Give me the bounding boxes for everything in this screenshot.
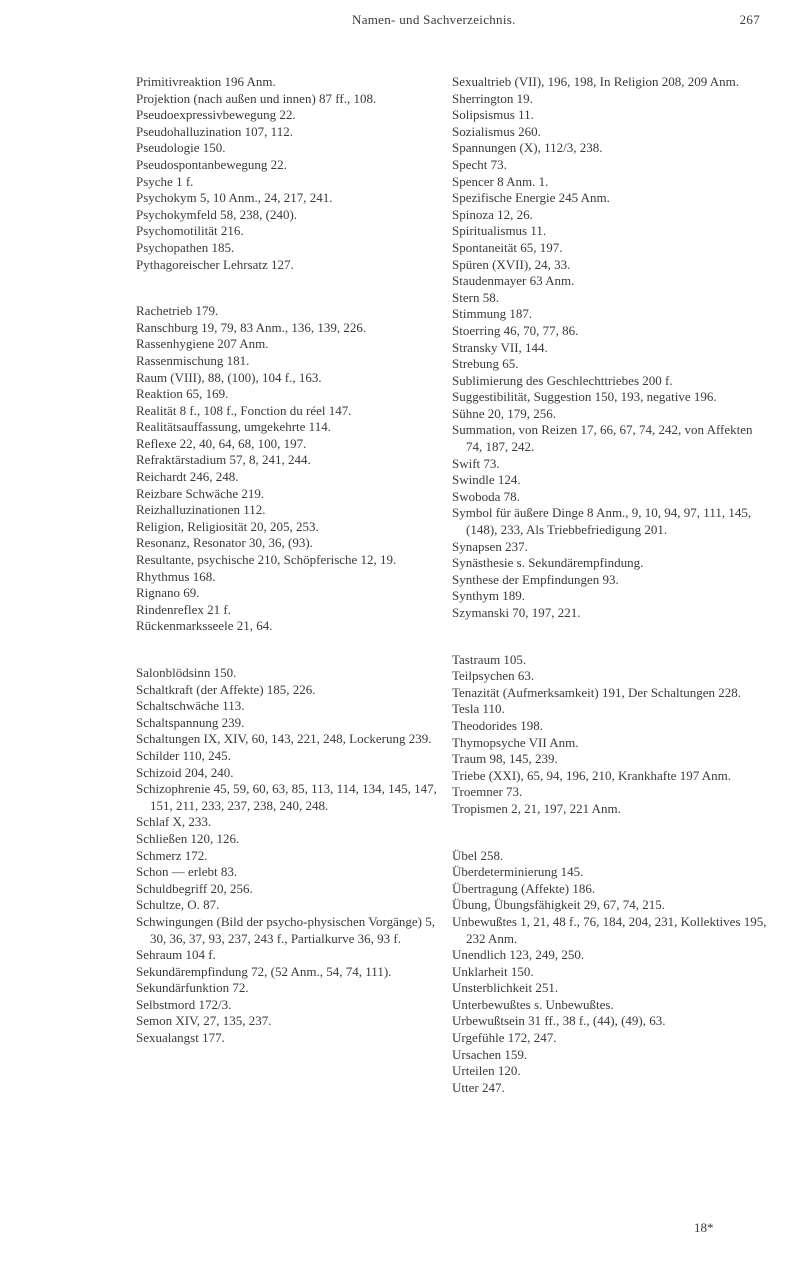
- index-entry: Schon — erlebt 83.: [136, 864, 238, 880]
- index-entry: Sherrington 19.: [452, 90, 533, 106]
- index-entry: Stimmung 187.: [452, 306, 533, 322]
- index-letter-section: [136, 665, 441, 1047]
- index-entry: Übung, Übungsfähigkeit 29, 67, 74, 215.: [452, 897, 666, 913]
- index-entry: Sekundärfunktion 72.: [136, 980, 249, 996]
- index-entry: Schizoid 204, 240.: [136, 764, 234, 780]
- index-entry: Rassenhygiene 207 Anm.: [136, 336, 269, 352]
- index-entry: Schuldbegriff 20, 256.: [136, 880, 253, 896]
- index-entry: Stoerring 46, 70, 77, 86.: [452, 322, 579, 338]
- index-entry: Thymopsyche VII Anm.: [452, 734, 579, 750]
- index-entry: Tenazität (Aufmerksamkeit) 191, Der Schaltungen 228.: [452, 684, 741, 700]
- index-entry: Schaltschwäche 113.: [136, 698, 245, 714]
- index-entry: Resultante, psychische 210, Schöpferische 12, 19.: [136, 552, 397, 568]
- index-entry: Schultze, O. 87.: [136, 897, 220, 913]
- index-entry: Resonanz, Resonator 30, 36, (93).: [136, 535, 313, 551]
- running-head-title: Namen- und Sachverzeichnis.: [352, 12, 516, 27]
- index-entry: Psyche 1 f.: [136, 173, 194, 189]
- index-entry: Schizophrenie 45, 59, 60, 63, 85, 113, 114, 134, 145, 147, 151, 211, 233, 237, 238, 240, 248.: [136, 781, 437, 813]
- index-entry: Unbewußtes 1, 21, 48 f., 76, 184, 204, 231, Kollektives 195, 232 Anm.: [452, 913, 767, 946]
- index-entry: Szymanski 70, 197, 221.: [452, 605, 581, 620]
- index-entry: Psychokymfeld 58, 238, (240).: [136, 206, 298, 222]
- index-entry: Rassenmischung 181.: [136, 352, 250, 368]
- index-entry: Realitätsauffassung, umgekehrte 114.: [136, 419, 331, 435]
- index-entry: Synästhesie s. Sekundärempfindung.: [452, 555, 644, 571]
- index-letter-section: [452, 74, 772, 622]
- index-entry: Sühne 20, 179, 256.: [452, 405, 556, 421]
- index-entry: Tropismen 2, 21, 197, 221 Anm.: [452, 800, 621, 816]
- index-entry: Überdeterminierung 145.: [452, 864, 584, 880]
- index-letter-section: [452, 652, 772, 818]
- index-entry: Urgefühle 172, 247.: [452, 1030, 557, 1046]
- index-entry: Swift 73.: [452, 455, 500, 471]
- index-entry: Rindenreflex 21 f.: [136, 601, 231, 617]
- index-entry: Stransky VII, 144.: [452, 339, 548, 355]
- index-entry: Utter 247.: [452, 1079, 505, 1095]
- index-entry: Übertragung (Affekte) 186.: [452, 880, 596, 896]
- index-entry: Traum 98, 145, 239.: [452, 751, 558, 767]
- index-entry: Sexualangst 177.: [136, 1030, 225, 1046]
- index-entry: Schilder 110, 245.: [136, 747, 231, 763]
- index-entry: Schaltkraft (der Affekte) 185, 226.: [136, 681, 316, 697]
- index-entry: Salonblödsinn 150.: [136, 665, 237, 680]
- index-entry: Tastraum 105.: [452, 651, 527, 667]
- index-entry: Specht 73.: [452, 156, 507, 172]
- index-entry: Unterbewußtes s. Unbewußtes.: [452, 996, 614, 1012]
- index-entry: Rignano 69.: [136, 585, 200, 601]
- index-entry: Spüren (XVII), 24, 33.: [452, 256, 571, 272]
- index-entry: Spinoza 12, 26.: [452, 206, 533, 222]
- index-entry: Raum (VIII), 88, (100), 104 f., 163.: [136, 369, 322, 385]
- index-entry: Primitivreaktion 196 Anm.: [136, 74, 276, 89]
- index-entry: Rückenmarksseele 21, 64.: [136, 618, 273, 634]
- index-entry: Reflexe 22, 40, 64, 68, 100, 197.: [136, 435, 307, 451]
- index-entry: Spannungen (X), 112/3, 238.: [452, 140, 603, 156]
- index-entry: Symbol für äußere Dinge 8 Anm., 9, 10, 94, 97, 111, 145, (148), 233, Als Triebbefriedigung 201.: [452, 505, 752, 538]
- index-entry: Refraktärstadium 57, 8, 241, 244.: [136, 452, 311, 468]
- index-entry: Realität 8 f., 108 f., Fonction du réel 147.: [136, 402, 352, 418]
- index-entry: Reichardt 246, 248.: [136, 469, 239, 485]
- index-entry: Pseudologie 150.: [136, 140, 226, 156]
- index-entry: Schaltungen IX, XIV, 60, 143, 221, 248, Lockerung 239.: [136, 731, 432, 747]
- index-entry: Rhythmus 168.: [136, 568, 216, 584]
- index-entry: Pythagoreischer Lehrsatz 127.: [136, 256, 294, 272]
- index-letter-section: [136, 74, 441, 273]
- index-entry: Reizbare Schwäche 219.: [136, 485, 265, 501]
- index-entry: Triebe (XXI), 65, 94, 196, 210, Krankhafte 197 Anm.: [452, 767, 731, 783]
- index-entry: Schließen 120, 126.: [136, 830, 240, 846]
- index-entry: Sozialismus 260.: [452, 123, 541, 139]
- index-entry: Ursachen 159.: [452, 1046, 528, 1062]
- index-entry: Strebung 65.: [452, 356, 519, 372]
- signature-mark: 18*: [694, 1220, 714, 1235]
- index-entry: Schmerz 172.: [136, 847, 208, 863]
- index-entry: Swindle 124.: [452, 472, 521, 488]
- index-entry: Theodorides 198.: [452, 717, 543, 733]
- index-entry: Sehraum 104 f.: [136, 947, 216, 963]
- index-entry: Sublimierung des Geschlechttriebes 200 f.: [452, 372, 673, 388]
- index-entry: Solipsismus 11.: [452, 107, 534, 123]
- index-entry: Sekundärempfindung 72, (52 Anm., 54, 74, 111).: [136, 963, 392, 979]
- index-entry: Tesla 110.: [452, 701, 505, 717]
- index-entry: Spontaneität 65, 197.: [452, 239, 563, 255]
- index-entry: Suggestibilität, Suggestion 150, 193, negative 196.: [452, 389, 717, 405]
- index-entry: Reizhalluzinationen 112.: [136, 502, 266, 518]
- index-entry: Psychokym 5, 10 Anm., 24, 217, 241.: [136, 190, 333, 206]
- index-entry: Pseudohalluzination 107, 112.: [136, 123, 293, 139]
- index-column-right: [452, 74, 772, 1126]
- index-entry: Schwingungen (Bild der psycho-physischen Vorgänge) 5, 30, 36, 37, 93, 237, 243 f., Partialkurve 36, 93 f.: [136, 913, 435, 946]
- index-entry: Spezifische Energie 245 Anm.: [452, 190, 610, 206]
- index-entry: Ranschburg 19, 79, 83 Anm., 136, 139, 226.: [136, 319, 367, 335]
- index-entry: Unendlich 123, 249, 250.: [452, 947, 585, 963]
- index-column-left: [136, 74, 441, 1077]
- index-entry: Rachetrieb 179.: [136, 303, 219, 319]
- index-entry: Unklarheit 150.: [452, 963, 534, 979]
- index-entry: Psychopathen 185.: [136, 239, 235, 255]
- index-entry: Synapsen 237.: [452, 538, 528, 554]
- index-entry: Spencer 8 Anm. 1.: [452, 173, 549, 189]
- index-entry: Unsterblichkeit 251.: [452, 980, 559, 996]
- index-entry: Teilpsychen 63.: [452, 668, 535, 684]
- index-letter-section: [452, 848, 772, 1097]
- index-entry: Urteilen 120.: [452, 1063, 521, 1079]
- index-entry: Synthese der Empfindungen 93.: [452, 571, 619, 587]
- index-entry: Religion, Religiosität 20, 205, 253.: [136, 518, 319, 534]
- index-entry: Spiritualismus 11.: [452, 223, 547, 239]
- index-entry: Schaltspannung 239.: [136, 714, 245, 730]
- index-entry: Staudenmayer 63 Anm.: [452, 273, 575, 289]
- index-entry: Stern 58.: [452, 289, 499, 305]
- index-entry: Übel 258.: [452, 847, 504, 863]
- index-entry: Reaktion 65, 169.: [136, 386, 229, 402]
- page-number: 267: [739, 12, 760, 27]
- index-entry: Psychomotilität 216.: [136, 223, 244, 239]
- index-entry: Semon XIV, 27, 135, 237.: [136, 1013, 272, 1029]
- index-entry: Swoboda 78.: [452, 488, 520, 504]
- index-entry: Projektion (nach außen und innen) 87 ff., 108.: [136, 90, 377, 106]
- index-entry: Pseudospontanbewegung 22.: [136, 156, 287, 172]
- index-entry: Sexualtrieb (VII), 196, 198, In Religion 208, 209 Anm.: [452, 74, 740, 89]
- index-entry: Troemner 73.: [452, 784, 523, 800]
- index-entry: Synthym 189.: [452, 588, 525, 604]
- index-letter-section: [136, 303, 441, 635]
- index-entry: Pseudoexpressivbewegung 22.: [136, 107, 296, 123]
- index-entry: Summation, von Reizen 17, 66, 67, 74, 242, von Affekten 74, 187, 242.: [452, 422, 753, 455]
- index-entry: Schlaf X, 233.: [136, 814, 212, 830]
- index-entry: Selbstmord 172/3.: [136, 996, 232, 1012]
- index-entry: Urbewußtsein 31 ff., 38 f., (44), (49), 63.: [452, 1013, 666, 1029]
